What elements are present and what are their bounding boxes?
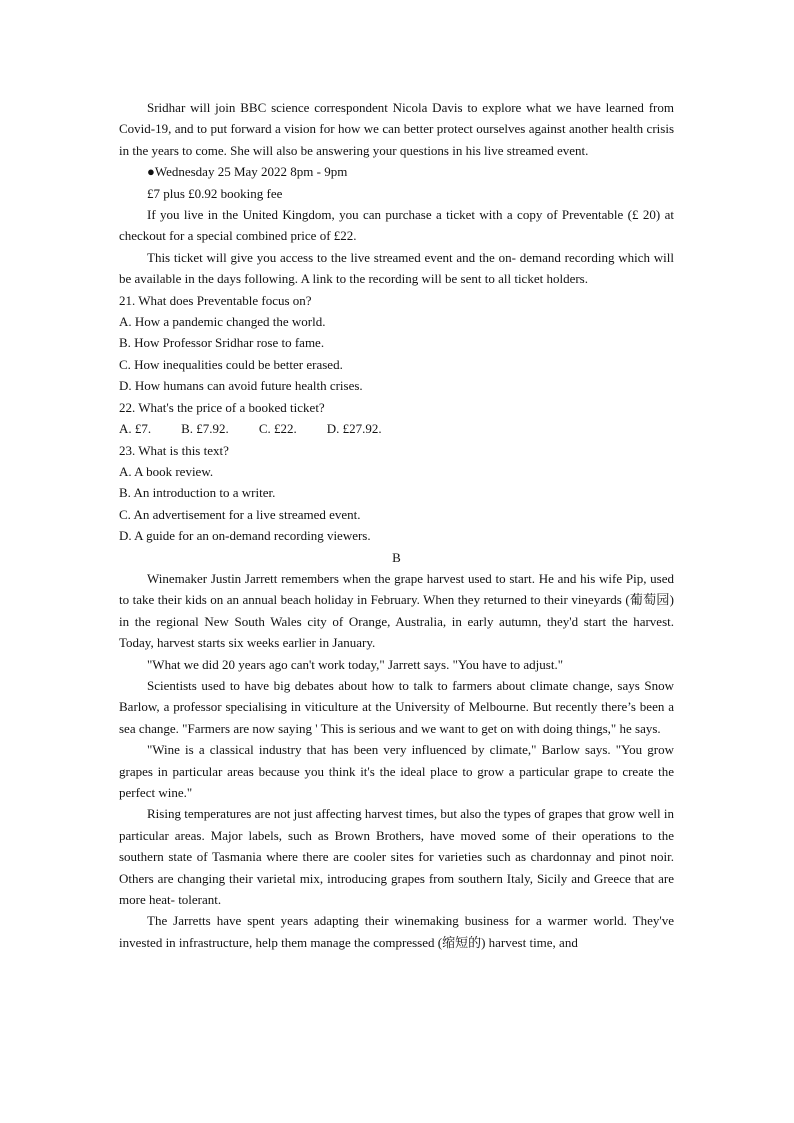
passage-b-paragraph: The Jarretts have spent years adapting their winemaking business for a warmer world. They've invested in infrastructure, help them manage the compressed (缩短的) harvest time, and <box>119 913 674 950</box>
document-page <box>119 97 674 953</box>
section-heading-b: B <box>392 549 401 565</box>
question-stem: 23. What is this text? <box>119 442 229 458</box>
passage-b-paragraph: "Wine is a classical industry that has been very influenced by climate," Barlow says. "You grow grapes in particular areas because you think it's the ideal place to grow a particular grape to create the perfect wine." <box>119 742 674 800</box>
passage-b-paragraph: "What we did 20 years ago can't work today," Jarrett says. "You have to adjust." <box>147 656 564 672</box>
answer-option: C. £22. <box>258 421 297 437</box>
answer-option: B. £7.92. <box>181 421 229 437</box>
passage-b-paragraph: Rising temperatures are not just affecting harvest times, but also the types of grapes that grow well in particular areas. Major labels, such as Brown Brothers, have moved some of their operations to the southern state of Tasmania where there are cooler sites for varieties such as chardonnay and pinot noir. Others are changing their varietal mix, introducing grapes from southern Italy, Sicily and Greece that are more heat- tolerant. <box>119 806 674 908</box>
answer-option: D. £27.92. <box>326 421 382 437</box>
answer-option: A. How a pandemic changed the world. <box>119 314 326 330</box>
passage-a-paragraph: If you live in the United Kingdom, you can purchase a ticket with a copy of Preventable (£ 20) at checkout for a special combined price of £22. <box>119 207 674 244</box>
passage-b-paragraph: Scientists used to have big debates about how to talk to farmers about climate change, says Snow Barlow, a professor specialising in viticulture at the University of Melbourne. But recently there’s been a sea change. "Farmers are now saying ' This is serious and we want to get on with doing things," he says. <box>119 677 674 736</box>
passage-a-paragraph: Sridhar will join BBC science correspondent Nicola Davis to explore what we have learned from Covid-19, and to put forward a vision for how we can better protect ourselves against another health crisis in the years to come. She will also be answering your questions in his live streamed event. <box>119 100 674 158</box>
question-21 <box>119 290 674 397</box>
answer-option: D. A guide for an on-demand recording viewers. <box>119 528 371 544</box>
event-date: ●Wednesday 25 May 2022 8pm - 9pm <box>147 164 348 180</box>
question-22 <box>119 397 674 440</box>
answer-option: C. An advertisement for a live streamed event. <box>119 506 361 522</box>
answer-option: B. How Professor Sridhar rose to fame. <box>119 335 325 351</box>
question-stem: 21. What does Preventable focus on? <box>119 292 312 308</box>
ticket-price: £7 plus £0.92 booking fee <box>147 185 283 201</box>
question-stem: 22. What's the price of a booked ticket? <box>119 399 325 415</box>
answer-option: C. How inequalities could be better erased. <box>119 356 343 372</box>
passage-b-paragraph: Winemaker Justin Jarrett remembers when the grape harvest used to start. He and his wife Pip, used to take their kids on an annual beach holiday in February. When they returned to their vineyards (葡萄园) in the regional New South Wales city of Orange, Australia, in early autumn, they'd start the harvest. Today, harvest starts six weeks earlier in January. <box>119 570 674 651</box>
answer-option: A. £7. <box>119 421 152 437</box>
answer-options-row <box>119 418 674 439</box>
passage-a-paragraph: This ticket will give you access to the live streamed event and the on- demand recording which will be available in the days following. A link to the recording will be sent to all ticket holders. <box>119 249 674 287</box>
answer-option: D. How humans can avoid future health crises. <box>119 378 363 394</box>
answer-option: B. An introduction to a writer. <box>119 485 276 501</box>
answer-option: A. A book review. <box>119 463 214 479</box>
question-23 <box>119 440 674 547</box>
